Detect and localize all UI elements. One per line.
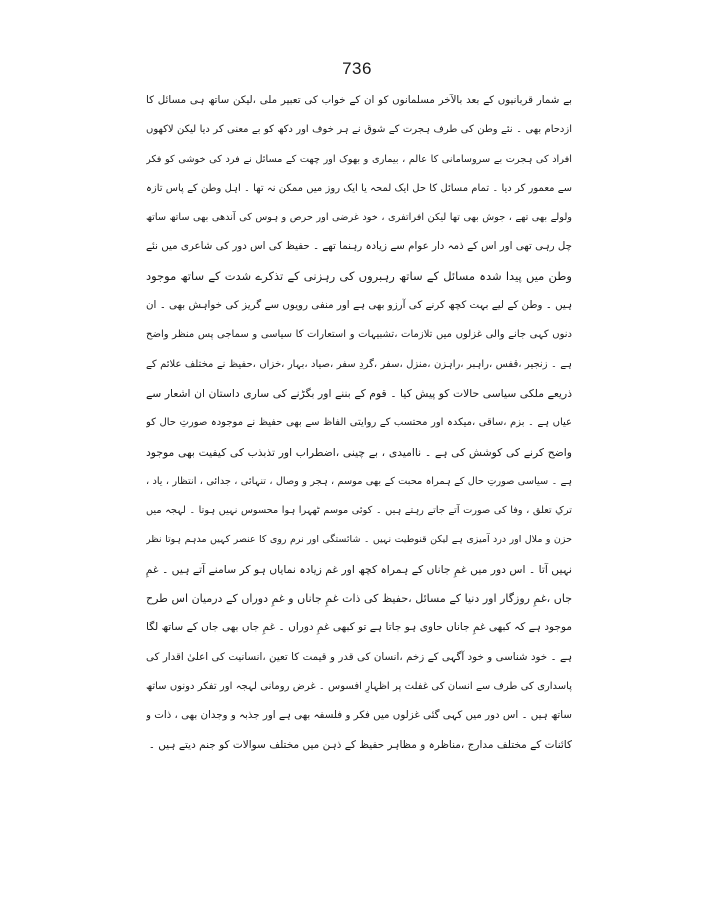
text-line: پاسداری کی طرف سے انسان کی غفلت پر اظہارِ افسوس ۔ غرض رومانی لہجہ اور تفکر دونوں ساتھ <box>146 680 572 692</box>
text-line: جاں ،غمِ روزگار اور دنیا کے مسائل ،حفیظ کی ذات غمِ جاناں و غمِ دوراں کے درمیان اس طرح <box>146 592 572 606</box>
text-line: ترکِ تعلق ، وفا کی صورت آتے جاتے رہتے ہیں ۔ کوئی موسم ٹھہرا ہوا محسوس نہیں ہوتا ۔ لہجہ میں <box>146 505 572 517</box>
body-text <box>146 86 572 760</box>
text-line: ہے ۔ سیاسی صورتِ حال کے ہمراہ محبت کے بھی موسم ، ہجر و وصال ، تنہائی ، جدائی ، انتظار ، یاد ، <box>146 475 572 487</box>
text-line: ہے ۔ خود شناسی و خود آگہی کے زخم ،انسان کی قدر و قیمت کا تعین ،انسانیت کی اعلیٰ اقدار کی <box>146 650 572 663</box>
text-line: ہے ۔ زنجیر ،قفس ،راہبر ،راہزن ،منزل ،سفر ،گردِ سفر ،صیاد ،بہار ،خزاں ،حفیظ نے مختلف علائم کے <box>146 358 572 370</box>
text-line: سے معمور کر دیا ۔ تمام مسائل کا حل ایک لمحہ یا ایک روز میں ممکن نہ تھا ۔ اہل وطن کے پاس تازہ <box>146 182 572 194</box>
text-line: ہیں ۔ وطن کے لیے بہت کچھ کرنے کی آرزو بھی ہے اور منفی رویوں سے گریز کی خواہش بھی ۔ ان <box>146 299 572 312</box>
text-line: حزن و ملال اور درد آمیزی ہے لیکن قنوطیت نہیں ۔ شائستگی اور نرم روی کا عنصر کہیں مدہم ہوتا نظر <box>146 534 572 546</box>
text-line: دنوں کہی جانے والی غزلوں میں تلازمات ،تشبیہات و استعارات کا سیاسی و سماجی پس منظر واضح <box>146 329 572 341</box>
text-line: کائنات کے مختلف مدارج ،مناظرہ و مظاہر حفیظ کے ذہن میں مختلف سوالات کو جنم دیتے ہیں ۔ <box>148 738 572 751</box>
text-line: ذریعے ملکی سیاسی حالات کو پیش کیا ۔ قوم کے بننے اور بگڑنے کی ساری داستان ان اشعار سے <box>146 386 572 400</box>
text-line: وطن میں پیدا شدہ مسائل کے ساتھ رہبروں کی رہزنی کے تذکرے شدت کے ساتھ موجود <box>146 268 572 283</box>
text-line: موجود ہے کہ کبھی غمِ جاناں حاوی ہو جاتا ہے تو کبھی غمِ دوراں ۔ غمِ جاں بھی جاں کے ساتھ لگا <box>146 621 572 634</box>
text-line: واضح کرنے کی کوشش کی ہے ۔ ناامیدی ، بے چینی ،اضطراب اور تذبذب کی کیفیت بھی موجود <box>146 445 572 459</box>
text-line: بے شمار قربانیوں کے بعد بالآخر مسلمانوں کو ان کے خواب کی تعبیر ملی ،لیکن ساتھ ہی مسائل کا <box>146 94 572 106</box>
text-line: ازدحام بھی ۔ نئے وطن کی طرف ہجرت کے شوق نے ہر خوف اور دکھ کو بے معنی کر دیا لیکن لاکھوں <box>146 124 572 136</box>
text-line: چل رہی تھی اور اس کے ذمہ دار عوام سے زیادہ رہنما تھے ۔ حفیظ کی اس دور کی شاعری میں نئے <box>146 240 572 253</box>
text-line: افراد کی ہجرت بے سروسامانی کا عالم ، بیماری و بھوک اور چھت کے مسائل نے فرد کی خوشی کو فکر <box>146 153 572 165</box>
text-line: عیاں ہے ۔ بزم ،ساقی ،میکدہ اور محتسب کے روایتی الفاظ سے بھی حفیظ نے موجودہ صورتِ حال کو <box>146 417 572 429</box>
page-number: 736 <box>342 59 372 78</box>
text-line: ولولے بھی تھے ، جوش بھی تھا لیکن افراتفری ، خود غرضی اور حرص و ہوس کی آندھی بھی ساتھ ساتھ <box>146 212 572 224</box>
text-line: نہیں آتا ۔ اس دور میں غمِ جاناں کے ہمراہ کچھ اور غم زیادہ نمایاں ہو کر سامنے آتے ہیں ۔ غمِ <box>146 562 572 576</box>
text-line: ساتھ ہیں ۔ اس دور میں کہی گئی غزلوں میں فکر و فلسفہ بھی ہے اور جذبہ و وجدان بھی ، ذات و <box>146 709 572 722</box>
